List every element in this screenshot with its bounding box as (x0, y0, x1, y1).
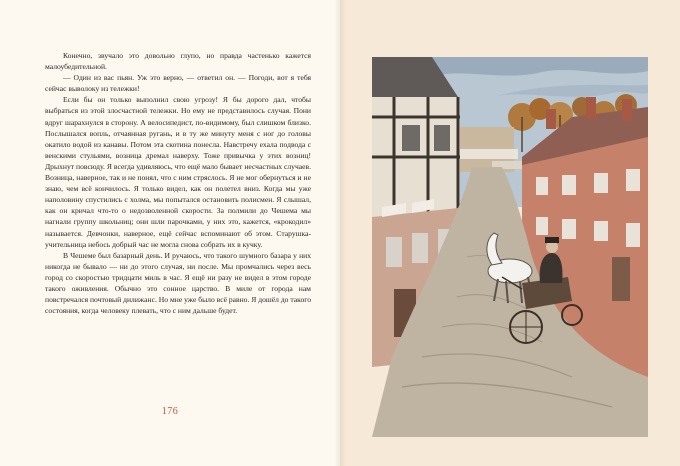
paragraph: — Один из вас пьян. Уж это верно, — ответил он. — Погоди, вот я тебя сейчас выволоку из тележки! (45, 73, 311, 94)
page-number: 176 (161, 406, 179, 417)
book-gutter (334, 0, 346, 466)
front-door (612, 257, 630, 301)
paragraph: Если бы он только выполнил свою угрозу! Я бы дорого дал, чтобы выбраться из этой злосчастной тележки. Но ему не представилось случая. Пони вдруг шарахнулся в сторону. А велосипедист, по-видимому, был слишком близко. Послышался вопль, отчаянная ругань, и в ту же минуту меня с ног до головы окатило водой из канавы. Потом эта скотина понесла. Навстречу ехала подвода с венскими стульями, возница дремал наверху. Тоже привычка у этих возниц! Дрыхнут повсюду. Я всегда удивляюсь, что ещё мало бывает несчастных случаев. Возница, наверное, так и не понял, что с ним стряслось. Я не мог обернуться и не знаю, чем всё кончилось. Я только видел, как он полетел вниз. Когда мы уже наполовину спустились с холма, мы попытался остановить полисмен. Я слышал, как он кричал что-то о недозволенной скорости. За полмили до Чешема мы нагнали группу школьниц; они шли парочками, у них это, кажется, «крокодил» называется. Девчонки, наверное, ещё сейчас вспоминают об этом. Старушка-учительница небось добрый час не могла снова собрать их в кучку. (45, 95, 311, 249)
illustration-drawing (372, 57, 648, 437)
street-illustration (372, 57, 648, 437)
paragraph: В Чешеме был базарный день. И ручаюсь, что такого шумного базара у них никогда не бывало — ни до этого случая, ни после. Мы промчались через весь город со скоростью тридцати миль в час. Я ещё ни разу не видел в этом городе такого оживления. Обычно это сонное царство. В миле от города нам повстречался почтовый дилижанс. Но мне уже было всё равно. Я дошёл до такого состояния, когда человеку плевать, что с ним дальше будет. (45, 250, 311, 316)
timber-house-left (372, 57, 460, 217)
market-awning (452, 149, 518, 159)
paragraph: Конечно, звучало это довольно глупо, но правда частенько кажется малоубедительной. (45, 51, 311, 72)
body-text (45, 50, 311, 316)
